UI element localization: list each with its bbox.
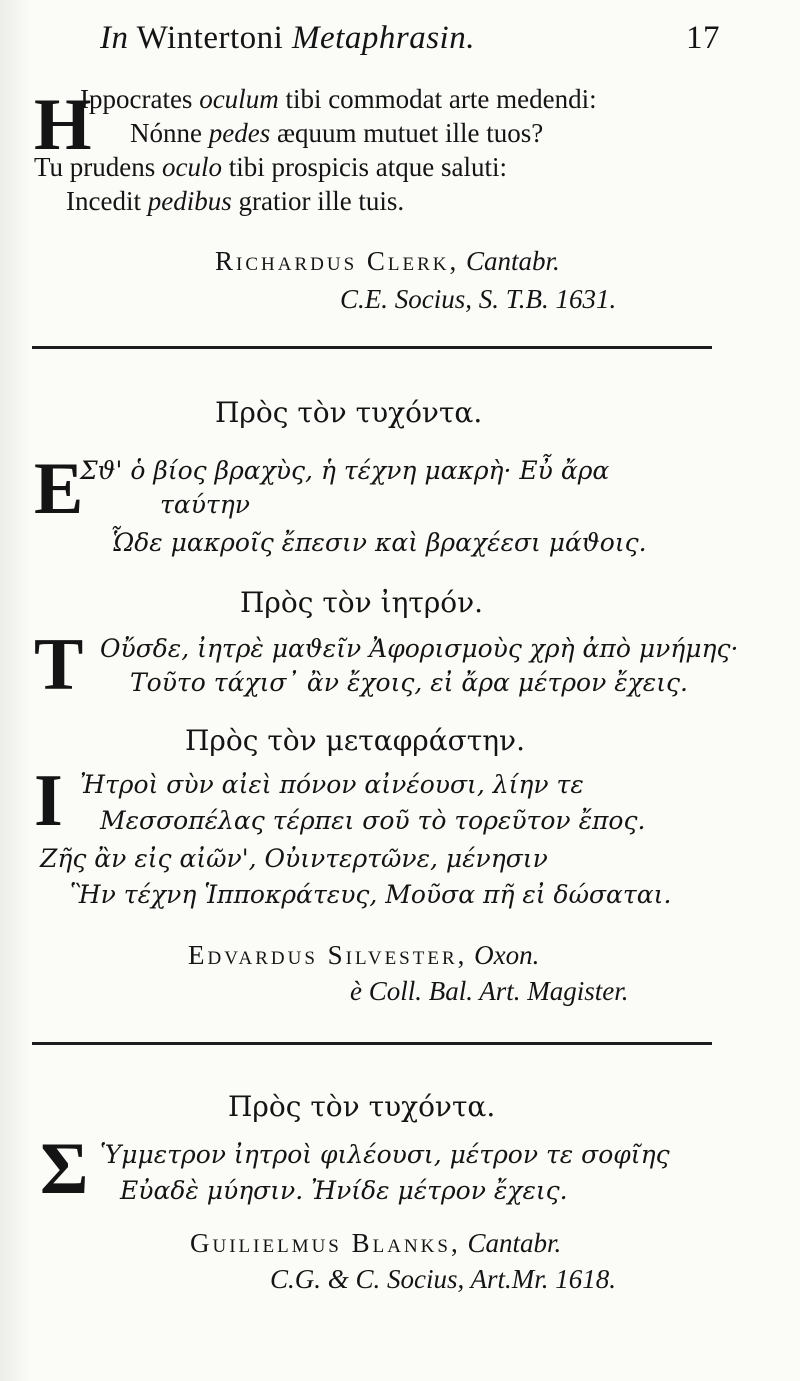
- line-text-rest: gratior ille tuis.: [238, 186, 405, 216]
- running-title-wintertoni: Wintertoni: [136, 20, 284, 56]
- line-italic: pedes: [208, 118, 271, 148]
- signature-clerk-line-2: C.E. Socius, S. T.B. 1631.: [340, 284, 617, 314]
- signature-silvester-line-2: è Coll. Bal. Art. Magister.: [350, 976, 629, 1006]
- greek-4-line-1: Ὑμμετρον ἰητροὶ φιλέουσι, μέτρον τε σοφῖης: [100, 1140, 670, 1169]
- greek-2-line-1: Οὔσδε, ἰητρὲ μαϑεῖν Ἀφορισμοὺς χρὴ ἀπὸ μνήμης·: [100, 634, 739, 663]
- greek-heading-1: Πρὸς τὸν τυχόντα.: [215, 396, 483, 429]
- greek-heading-4: Πρὸς τὸν τυχόντα.: [228, 1090, 496, 1123]
- author-name: Richardus Clerk,: [215, 246, 460, 276]
- greek-4-line-2: Εὐαδὲ μύησιν. Ἠνίδε μέτρον ἔχεις.: [120, 1176, 568, 1205]
- latin-poem-line-3: [34, 152, 507, 183]
- line-italic: oculum: [199, 84, 279, 114]
- author-affiliation: Cantabr.: [467, 1228, 562, 1258]
- line-text-rest: æquum mutuet ille tuos?: [276, 118, 544, 148]
- running-title-in: In: [100, 20, 129, 56]
- greek-1-line-1: Σϑ' ὁ βίος βραχὺς, ἡ τέχνη μακρὴ· Εὖ ἄρα: [80, 456, 610, 485]
- author-affiliation: Oxon.: [474, 940, 540, 970]
- section-rule: [32, 346, 712, 349]
- latin-poem-line-4: [66, 186, 404, 217]
- drop-capital-e: E: [34, 448, 84, 530]
- signature-silvester: [188, 940, 539, 971]
- section-rule: [32, 1042, 712, 1045]
- author-name: Edvardus Silvester,: [188, 940, 468, 970]
- running-header: [100, 20, 720, 70]
- running-title: [100, 20, 475, 57]
- greek-3-line-1: Ἠτροὶ σὺν αἰεὶ πόνον αἰνέουσι, λίην τε: [80, 770, 584, 799]
- line-italic: oculo: [162, 152, 223, 182]
- greek-3-line-2: Μεσσοπέλας τέρπει σοῦ τὸ τορεῦτον ἔπος.: [100, 806, 646, 835]
- latin-poem-line-2: [130, 118, 543, 149]
- greek-heading-3: Πρὸς τὸν μεταφράστην.: [185, 724, 525, 757]
- line-italic: pedibus: [147, 186, 232, 216]
- signature-blanks-line-2: C.G. & C. Socius, Art.Mr. 1618.: [270, 1264, 617, 1294]
- author-affiliation: Cantabr.: [466, 246, 560, 276]
- author-name: Guilielmus Blanks,: [190, 1228, 461, 1258]
- line-text-rest: tibi commodat arte medendi:: [285, 84, 597, 114]
- page-number: 17: [686, 20, 720, 56]
- drop-capital-i: I: [34, 760, 63, 842]
- line-text: Nónne: [130, 118, 202, 148]
- drop-capital-t: T: [34, 624, 84, 706]
- greek-heading-2: Πρὸς τὸν ἰητρόν.: [240, 586, 484, 619]
- drop-capital-h: H: [34, 84, 92, 166]
- greek-3-line-3: Ζῆς ἂν εἰς αἰῶν', Οὐιντερτῶνε, μένησιν: [40, 844, 548, 873]
- signature-clerk: [215, 246, 560, 277]
- line-text-rest: tibi prospicis atque saluti:: [228, 152, 507, 182]
- line-text: Tu prudens: [34, 152, 156, 182]
- drop-capital-sigma: Σ: [40, 1128, 89, 1210]
- greek-1-line-2: Ὧδε μακροῖς ἔπεσιν καὶ βραχέεσι μάϑοις.: [110, 528, 647, 557]
- greek-1-line-1b: ταύτην: [160, 490, 250, 519]
- greek-2-line-2: Τοῦτο τάχισ᾽ ἂν ἔχοις, εἰ ἄρα μέτρον ἔχεις.: [130, 668, 688, 697]
- line-text: Incedit: [66, 186, 141, 216]
- line-text: Ippocrates: [80, 84, 193, 114]
- running-title-metaphrasin: Metaphrasin.: [292, 20, 475, 56]
- latin-poem-line-1: [80, 84, 597, 115]
- greek-3-line-4: Ἣν τέχνη Ἱπποκράτευς, Μοῦσα πῆ εἰ δώσαται.: [70, 880, 672, 909]
- signature-blanks: [190, 1228, 561, 1259]
